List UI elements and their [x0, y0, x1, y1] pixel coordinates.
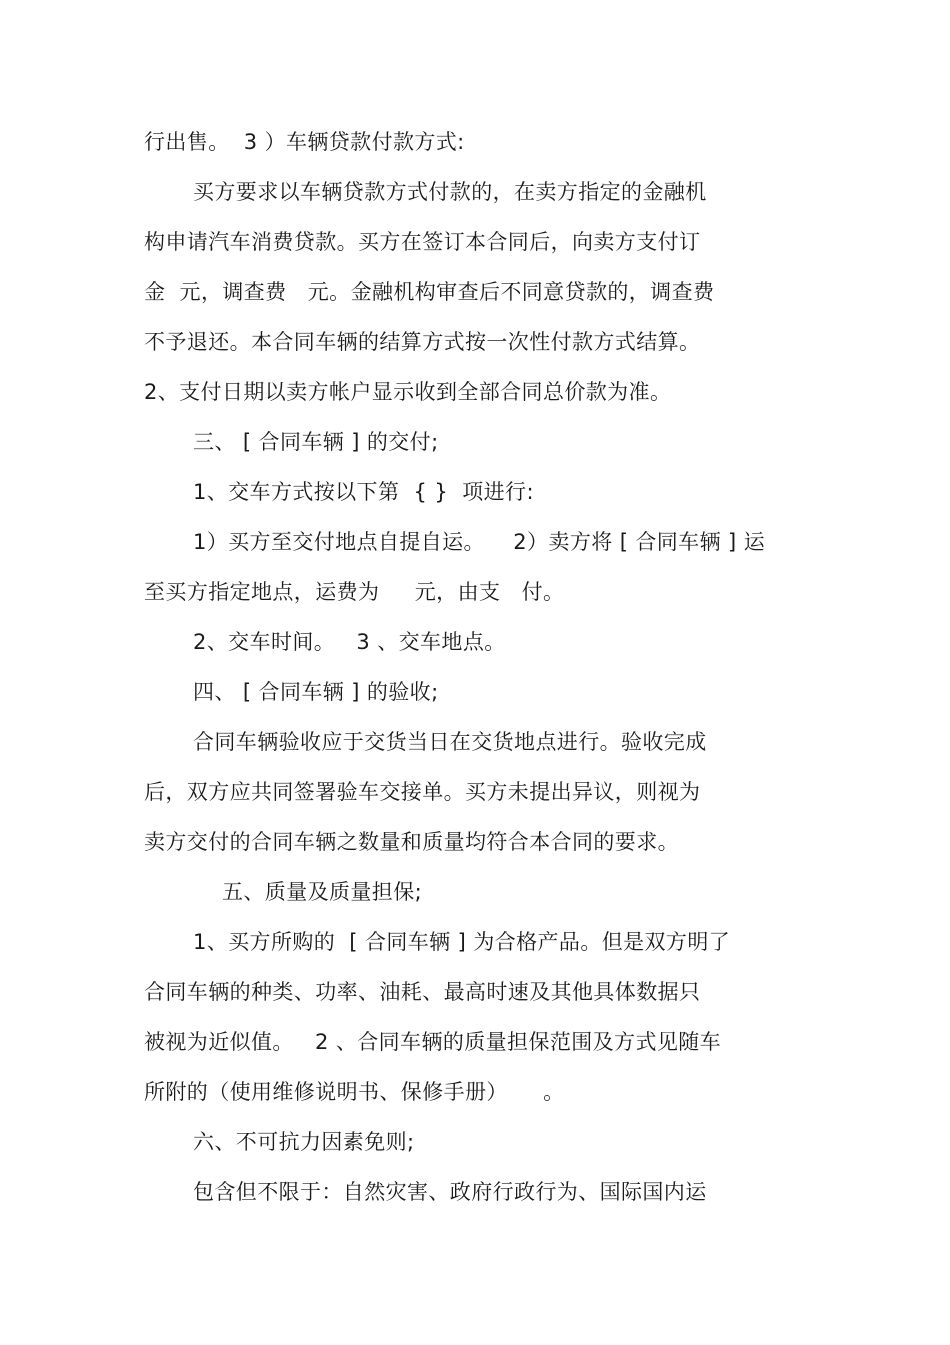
text-line-10: 至买方指定地点，运费为 元，由支 付。 [144, 580, 565, 604]
text-line-13: 合同车辆验收应于交货当日在交货地点进行。验收完成 [193, 730, 707, 754]
text-line-3: 构申请汽车消费贷款。买方在签订本合同后，向卖方支付订 [144, 230, 701, 254]
section-heading-4: 四、 [ 合同车辆 ] 的验收; [193, 680, 439, 704]
text-line-4: 金 元，调查费 元。金融机构审查后不同意贷款的，调查费 [144, 280, 715, 304]
text-line-11: 2、交车时间。 3 、交车地点。 [193, 630, 506, 654]
section-heading-6: 六、不可抗力因素免则; [193, 1130, 415, 1154]
text-line-5: 不予退还。本合同车辆的结算方式按一次性付款方式结算。 [144, 330, 701, 354]
text-line-17: 1、买方所购的 [ 合同车辆 ] 为合格产品。但是双方明了 [193, 930, 731, 954]
section-heading-5: 五、质量及质量担保; [222, 880, 423, 904]
text-line-14: 后，双方应共同签署验车交接单。买方未提出异议，则视为 [144, 780, 701, 804]
text-line-22: 包含但不限于：自然灾害、政府行政行为、国际国内运 [193, 1180, 707, 1204]
text-line-18: 合同车辆的种类、功率、油耗、最高时速及其他具体数据只 [144, 980, 701, 1004]
text-line-1: 行出售。 3 ）车辆贷款付款方式: [144, 130, 465, 154]
text-line-19: 被视为近似值。 2 、合同车辆的质量担保范围及方式见随车 [144, 1030, 722, 1054]
text-line-9: 1）买方至交付地点自提自运。 2）卖方将 [ 合同车辆 ] 运 [193, 530, 766, 554]
text-line-15: 卖方交付的合同车辆之数量和质量均符合本合同的要求。 [144, 830, 679, 854]
section-heading-3: 三、 [ 合同车辆 ] 的交付; [193, 430, 439, 454]
text-line-20: 所附的（使用维修说明书、保修手册） 。 [144, 1080, 565, 1104]
text-line-6: 2、支付日期以卖方帐户显示收到全部合同总价款为准。 [144, 380, 672, 404]
text-line-8: 1、交车方式按以下第 { } 项进行: [193, 480, 534, 504]
text-line-2: 买方要求以车辆贷款方式付款的，在卖方指定的金融机 [193, 180, 707, 204]
